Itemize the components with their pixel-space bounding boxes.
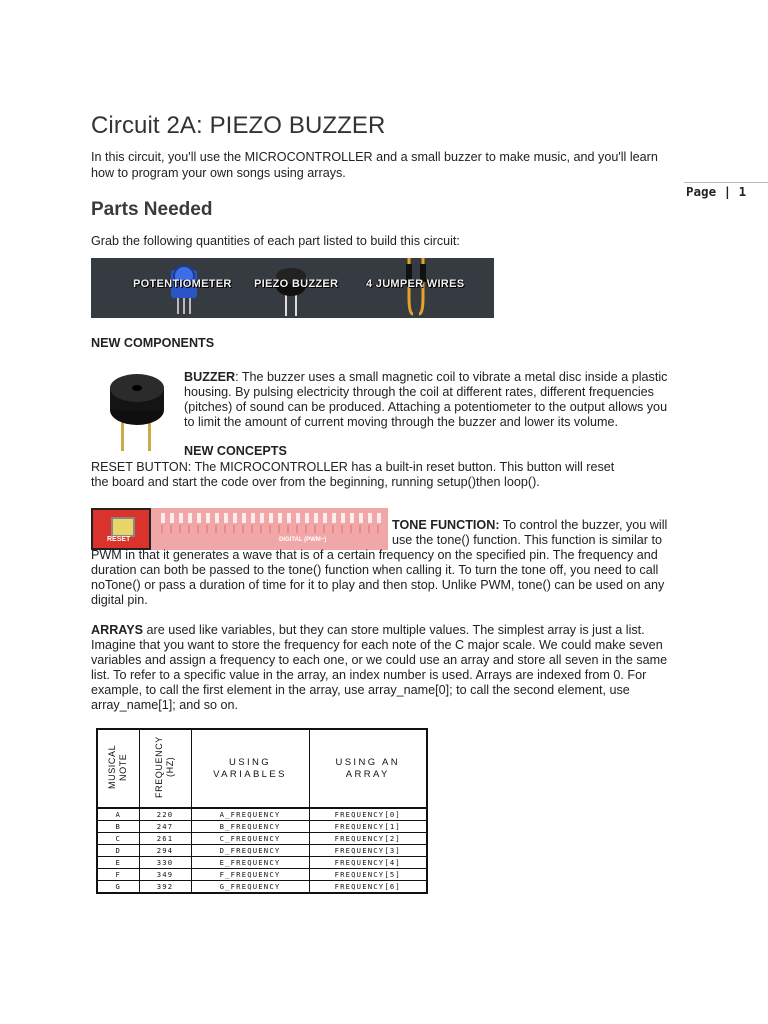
- table-row: C 261 C_FREQUENCY FREQUENCY[2]: [97, 833, 427, 845]
- table-row: G 392 G_FREQUENCY FREQUENCY[6]: [97, 881, 427, 894]
- table-header-row: [97, 729, 427, 808]
- tone-label: TONE FUNCTION:: [392, 518, 500, 532]
- pin-header: [161, 513, 381, 523]
- table-row: D 294 D_FREQUENCY FREQUENCY[3]: [97, 845, 427, 857]
- table-row: B 247 B_FREQUENCY FREQUENCY[1]: [97, 821, 427, 833]
- buzzer-label: BUZZER: [184, 370, 236, 384]
- table-row: E 330 E_FREQUENCY FREQUENCY[4]: [97, 857, 427, 869]
- buzzer-description: [184, 370, 670, 430]
- reset-button-paragraph: RESET BUTTON: The MICROCONTROLLER has a built-in reset button. This button will reset the board and start the code over from the beginning, running setup()then loop().: [91, 460, 615, 489]
- page-header-rule: [684, 182, 768, 183]
- new-components-heading: NEW COMPONENTS: [91, 336, 215, 350]
- part-label-jumper-wires: 4 JUMPER WIRES: [366, 278, 465, 290]
- tone-function-first-line: [392, 518, 672, 548]
- table-row: A 220 A_FREQUENCY FREQUENCY[0]: [97, 808, 427, 821]
- arrays-label: ARRAYS: [91, 623, 144, 637]
- reset-label: RESET: [107, 536, 131, 543]
- reset-area: [91, 508, 151, 550]
- tone-text-first: To control the buzzer, you will use the tone() function. This function is similar to: [392, 518, 668, 547]
- header-using-variables: USING VARIABLES: [191, 729, 309, 808]
- buzzer-text: : The buzzer uses a small magnetic coil to vibrate a metal disc inside a plastic housing. By pulsing electricity through the coil at different rates, different frequencies (pitches) of sound can be produced. Attaching a potentiometer to the output allows you to limit the amount of current moving through the buzzer and lower its volume.: [184, 370, 668, 429]
- header-frequency: FREQUENCY (HZ): [139, 729, 191, 808]
- page-title: Circuit 2A: PIEZO BUZZER: [91, 112, 386, 139]
- arrays-text: are used like variables, but they can store multiple values. The simplest array is just a list. Imagine that you want to store the frequency for each note of the C major scale. We could make seven variables and assign a frequency to each one, or we could use an array and store all seven in the same list. To refer to a specific value in the array, an index number is used. Arrays are indexed from 0. For example, to call the first element in the array, use array_name[0]; to call the second element, use array_name[1]; and so on.: [91, 623, 668, 712]
- notes-frequency-table: [96, 728, 428, 894]
- parts-intro: Grab the following quantities of each part listed to build this circuit:: [91, 234, 460, 248]
- part-label-piezo-buzzer: PIEZO BUZZER: [254, 278, 339, 290]
- buzzer-image: [108, 368, 170, 453]
- table-row: F 349 F_FREQUENCY FREQUENCY[5]: [97, 869, 427, 881]
- pin-labels: [161, 525, 381, 533]
- arrays-paragraph: [91, 623, 671, 713]
- tone-function-paragraph: PWM in that it generates a wave that is of a certain frequency on the specified pin. The frequency and duration can both be passed to the tone() function when calling it. To turn the tone off, you need to call noTone() or pass a duration of time for it to play and then stop. Unlike PWM, tone() can be used on any digital pin.: [91, 548, 665, 607]
- parts-banner: [91, 258, 494, 318]
- header-musical-note: MUSICAL NOTE: [97, 729, 139, 808]
- part-label-potentiometer: POTENTIOMETER: [133, 278, 232, 290]
- header-using-array: USING AN ARRAY: [309, 729, 427, 808]
- board-image: [91, 508, 388, 550]
- digital-label: DIGITAL (PWM~): [279, 537, 327, 543]
- intro-paragraph: In this circuit, you'll use the MICROCONTROLLER and a small buzzer to make music, and you'll learn how to program your own songs using arrays.: [91, 150, 658, 180]
- new-concepts-heading: NEW CONCEPTS: [184, 444, 287, 458]
- reset-button-icon: [111, 517, 135, 537]
- parts-heading: Parts Needed: [91, 199, 213, 220]
- page-number-header: Page | 1: [686, 184, 747, 199]
